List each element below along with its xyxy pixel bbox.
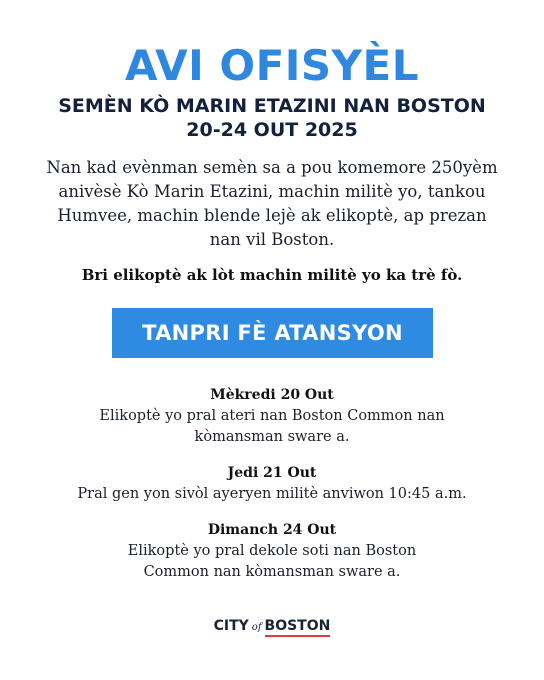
subtitle-dates: 20-24 OUT 2025 (186, 119, 358, 141)
event-thursday (40, 462, 504, 505)
intro-paragraph: Nan kad evènman semèn sa a pou komemore 250yèm anivèsè Kò Marin Etazini, machin militè yo, tankou Humvee, machin blende lejè ak elikoptè, ap prezan nan vil Boston. (46, 158, 498, 249)
caution-banner: TANPRI FÈ ATANSYON (112, 308, 433, 358)
logo-city: CITY (213, 618, 249, 634)
event-day: Jedi 21 Out (227, 465, 317, 481)
event-day: Mèkredi 20 Out (210, 387, 334, 403)
headline: AVI OFISYÈL (124, 41, 420, 90)
event-description: Elikoptè yo pral ateri nan Boston Common nan kòmansman sware a. (99, 408, 445, 445)
logo-of: of (251, 622, 262, 633)
event-description: Pral gen yon sivòl ayeryen militè anviwon 10:45 a.m. (77, 486, 467, 502)
event-day: Dimanch 24 Out (207, 522, 337, 538)
noise-warning: Bri elikoptè ak lòt machin militè yo ka trè fò. (81, 266, 463, 284)
event-description: Elikoptè yo pral dekole soti nan Boston Common nan kòmansman sware a. (127, 543, 417, 580)
subtitle-line-1: SEMÈN KÒ MARIN ETAZINI NAN BOSTON (58, 95, 486, 117)
logo-boston: BOSTON (265, 618, 331, 637)
event-sunday (40, 519, 504, 583)
event-wednesday (40, 384, 504, 448)
city-of-boston-logo (0, 616, 544, 638)
